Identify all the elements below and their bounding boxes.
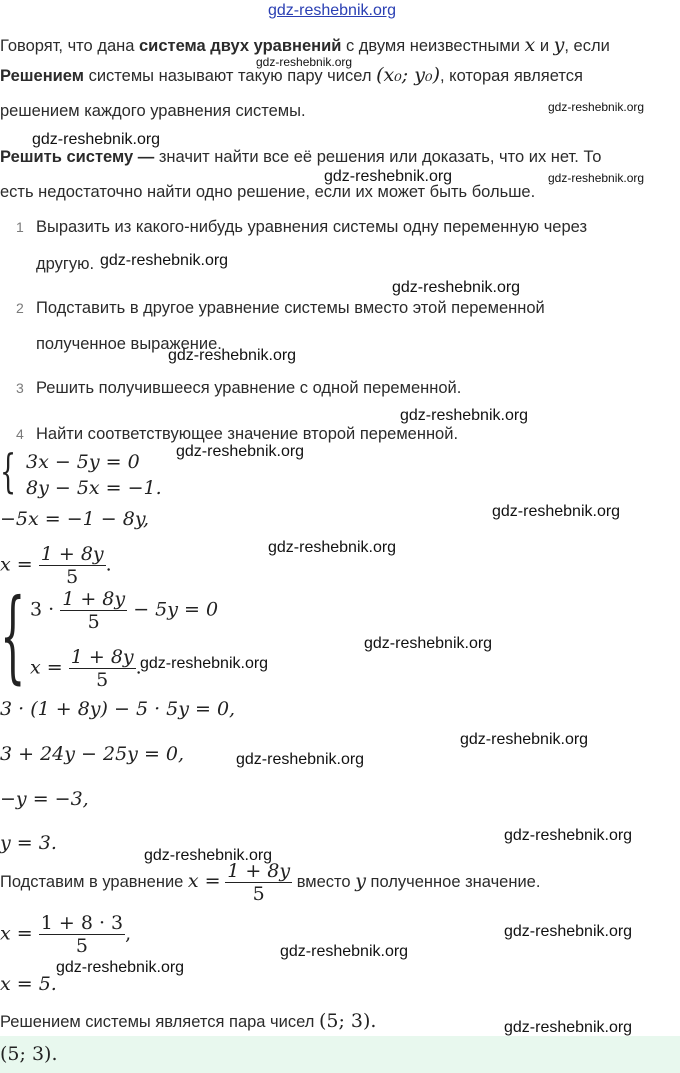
intro-text: системы называют такую пару чисел xyxy=(83,67,377,85)
term-system: система двух уравнений xyxy=(139,37,342,55)
fraction xyxy=(39,912,125,957)
math-fraction-line xyxy=(0,912,131,957)
substitution-text: вместо xyxy=(292,872,356,891)
step-number: 2 xyxy=(16,300,24,316)
watermark: gdz-reshebnik.org xyxy=(168,347,297,364)
watermark: gdz-reshebnik.org xyxy=(256,55,353,69)
math-lhs: x = xyxy=(0,553,33,576)
watermark: gdz-reshebnik.org xyxy=(280,943,409,960)
watermark: gdz-reshebnik.org xyxy=(400,407,529,424)
math-end: , xyxy=(125,922,132,945)
step-text: Решить получившееся уравнение с одной переменной. xyxy=(36,379,462,397)
conclusion-text: Решением системы является пара чисел xyxy=(0,1013,319,1031)
fraction xyxy=(69,646,136,691)
system-equation: 3x − 5y = 0 xyxy=(26,451,140,473)
intro-text: значит найти все её решения или доказать, что их нет. То xyxy=(154,148,602,166)
watermark: gdz-reshebnik.org xyxy=(504,923,633,940)
math-end: . xyxy=(135,656,142,679)
watermark: gdz-reshebnik.org xyxy=(548,171,645,185)
fraction xyxy=(39,543,106,588)
watermark: gdz-reshebnik.org xyxy=(268,539,397,556)
watermark: gdz-reshebnik.org xyxy=(32,131,161,148)
substitution-text: полученное значение. xyxy=(365,872,541,891)
watermark: gdz-reshebnik.org xyxy=(100,252,229,269)
intro-text: , которая является xyxy=(440,67,583,85)
system-equation: 8y − 5x = −1. xyxy=(26,477,162,499)
answer-value: (5; 3). xyxy=(0,1043,58,1065)
system-brace: { xyxy=(0,444,17,498)
step-text: Подставить в другое уравнение системы вместо этой переменной xyxy=(36,299,545,317)
step-number: 3 xyxy=(16,380,24,396)
fraction-denominator: 5 xyxy=(252,883,265,905)
var-x: x xyxy=(524,34,536,56)
fraction-numerator: 1 + 8y xyxy=(227,860,291,882)
step-text: другую. xyxy=(36,255,95,273)
intro-text: , если xyxy=(564,37,610,55)
math-rhs: − 5y = 0 xyxy=(133,598,219,621)
step-number: 4 xyxy=(16,426,24,442)
math-lhs: x = xyxy=(30,656,63,679)
watermark: gdz-reshebnik.org xyxy=(236,751,365,768)
math-line: 3 + 24y − 25y = 0, xyxy=(0,743,185,765)
watermark: gdz-reshebnik.org xyxy=(140,655,269,672)
intro-text: Говорят, что дана xyxy=(0,37,139,55)
term-solution: Решением xyxy=(0,67,84,85)
intro-line-3: решением каждого уравнения системы. xyxy=(0,102,306,120)
fraction-numerator: 1 + 8 · 3 xyxy=(40,912,124,934)
watermark-top-link[interactable]: gdz-reshebnik.org xyxy=(268,2,397,19)
math-line: y = 3. xyxy=(0,832,57,854)
intro-line-4 xyxy=(0,147,601,167)
conclusion-line xyxy=(0,1010,376,1032)
system-brace: { xyxy=(0,577,26,694)
step-text: Выразить из какого-нибудь уравнения системы одну переменную через xyxy=(36,218,588,236)
fraction-denominator: 5 xyxy=(66,566,79,588)
watermark: gdz-reshebnik.org xyxy=(504,827,633,844)
fraction xyxy=(225,860,292,905)
fraction xyxy=(60,588,127,633)
intro-text: с двумя неизвестными xyxy=(341,37,525,55)
intro-text: и xyxy=(535,37,554,55)
watermark: gdz-reshebnik.org xyxy=(324,168,453,185)
var-y: y xyxy=(553,34,565,56)
intro-line-1 xyxy=(0,34,610,56)
fraction-numerator: 1 + 8y xyxy=(62,588,126,610)
watermark: gdz-reshebnik.org xyxy=(492,503,621,520)
watermark: gdz-reshebnik.org xyxy=(144,847,273,864)
math-line: 3 · (1 + 8y) − 5 · 5y = 0, xyxy=(0,698,236,720)
fraction-denominator: 5 xyxy=(75,935,88,957)
watermark: gdz-reshebnik.org xyxy=(460,731,589,748)
watermark: gdz-reshebnik.org xyxy=(176,443,305,460)
step-number: 1 xyxy=(16,219,24,235)
fraction-numerator: 1 + 8y xyxy=(70,646,134,668)
answer-box xyxy=(0,1036,680,1073)
fraction-numerator: 1 + 8y xyxy=(40,543,104,565)
watermark: gdz-reshebnik.org xyxy=(364,635,493,652)
watermark: gdz-reshebnik.org xyxy=(56,959,185,976)
math-line: x = 5. xyxy=(0,973,57,995)
math-line: −y = −3, xyxy=(0,788,89,810)
math-line: −5x = −1 − 8y, xyxy=(0,508,150,530)
math-end: . xyxy=(105,553,112,576)
math-lhs: 3 · xyxy=(30,598,55,621)
substitution-line xyxy=(0,860,540,905)
watermark: gdz-reshebnik.org xyxy=(548,100,645,114)
fraction-denominator: 5 xyxy=(96,669,109,691)
var-y: y xyxy=(355,869,366,892)
step-text: Найти соответствующее значение второй переменной. xyxy=(36,425,459,443)
substitution-text: Подставим в уравнение xyxy=(0,872,188,891)
step-text: полученное выражение. xyxy=(36,335,222,353)
math-lhs: x = xyxy=(0,922,33,945)
pair-x0-y0: (x₀; y₀) xyxy=(376,64,441,86)
intro-line-5: есть недостаточно найти одно решение, если их может быть больше. xyxy=(0,183,536,201)
term-solve-system: Решить систему — xyxy=(0,148,155,166)
fraction-denominator: 5 xyxy=(87,611,100,633)
conclusion-pair: (5; 3). xyxy=(318,1010,377,1032)
system-equation xyxy=(30,646,142,691)
watermark: gdz-reshebnik.org xyxy=(392,279,521,296)
system-equation xyxy=(30,588,218,633)
math-lhs: x = xyxy=(187,869,221,892)
watermark: gdz-reshebnik.org xyxy=(504,1019,633,1036)
